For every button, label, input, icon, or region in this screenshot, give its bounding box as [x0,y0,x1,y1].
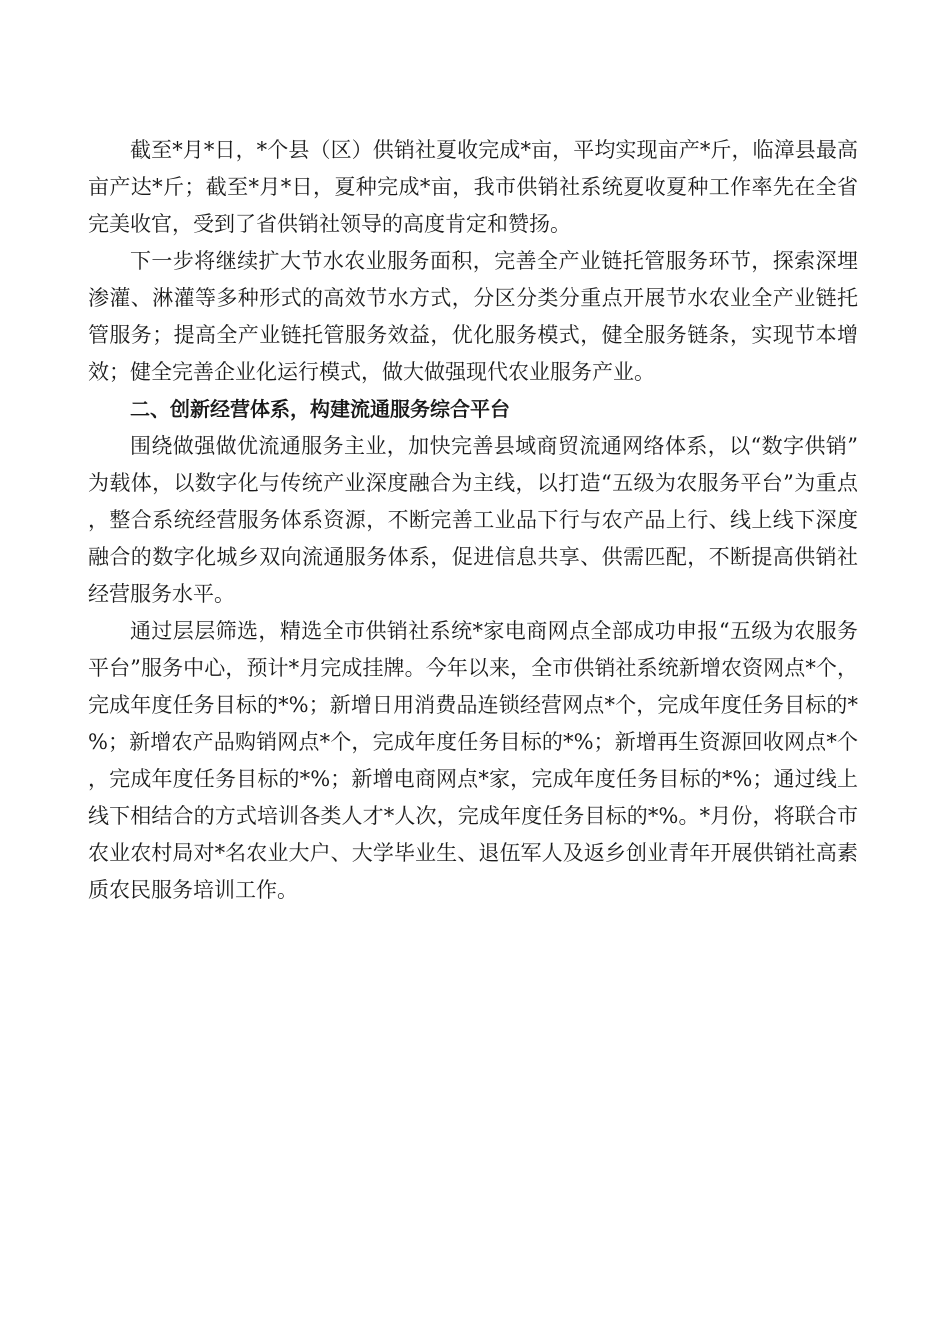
paragraph-summer-harvest: 截至*月*日，*个县（区）供销社夏收完成*亩，平均实现亩产*斤，临漳县最高亩产达*斤；截至*月*日，夏种完成*亩，我市供销社系统夏收夏种工作率先在全省完美收官，受到了省供销社领导的高度肯定和赞扬。 [88,138,858,236]
paragraph-service-platform: 通过层层筛选，精选全市供销社系统*家电商网点全部成功申报“五级为农服务平台”服务中心，预计*月完成挂牌。今年以来，全市供销社系统新增农资网点*个，完成年度任务目标的*%；新增日用消费品连锁经营网点*个，完成年度任务目标的*%；新增农产品购销网点*个，完成年度任务目标的*%；新增再生资源回收网点*个，完成年度任务目标的*%；新增电商网点*家，完成年度任务目标的*%；通过线上线下相结合的方式培训各类人才*人次，完成年度任务目标的*%。*月份，将联合市农业农村局对*名农业大户、大学毕业生、退伍军人及返乡创业青年开展供销社高素质农民服务培训工作。 [88,619,858,902]
section-heading: 二、创新经营体系，构建流通服务综合平台 [130,397,510,421]
paragraph-circulation-system: 围绕做强做优流通服务主业，加快完善县域商贸流通网络体系，以“数字供销”为载体，以数字化与传统产业深度融合为主线，以打造“五级为农服务平台”为重点，整合系统经营服务体系资源，不断完善工业品下行与农产品上行、线上线下深度融合的数字化城乡双向流通服务体系，促进信息共享、供需匹配，不断提高供销社经营服务水平。 [88,434,858,606]
document-page [88,132,858,909]
paragraph-next-steps: 下一步将继续扩大节水农业服务面积，完善全产业链托管服务环节，探索深埋渗灌、淋灌等多种形式的高效节水方式，分区分类分重点开展节水农业全产业链托管服务；提高全产业链托管服务效益，优化服务模式，健全服务链条，实现节本增效；健全完善企业化运行模式，做大做强现代农业服务产业。 [88,249,858,384]
